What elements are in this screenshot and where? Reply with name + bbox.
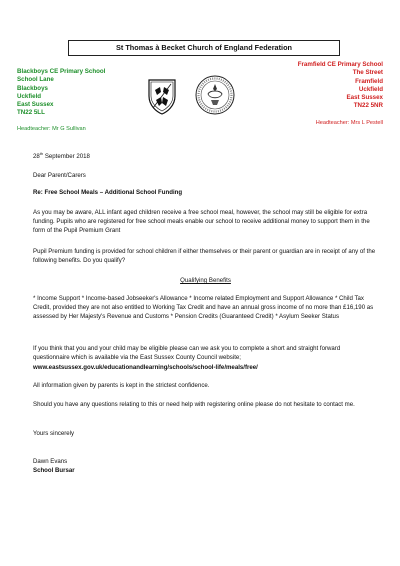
date-day: 28 <box>33 153 40 160</box>
left-school-line: East Sussex <box>17 101 54 109</box>
paragraph-questionnaire: If you think that you and your child may be eligible please can we ask you to complete a short and straight forward questionnaire which is available via the East Sussex County Council website; <box>33 345 341 362</box>
right-school-line: Uckfield <box>358 85 383 93</box>
right-school-line: Framfield <box>355 77 383 85</box>
left-school-address <box>17 68 105 118</box>
right-headteacher: Headteacher: Mrs L Pestell <box>315 120 383 126</box>
right-school-line: TN22 5NR <box>353 102 383 110</box>
shield-crest-icon <box>147 78 177 116</box>
benefits-list: * Income Support * Income-based Jobseeker's Allowance * Income related Employment and Support Allowance * Child Tax Credit, provided they are not also entitled to Working Tax Credit and have an annual gross income of no more than £16,190 as assessed by Her Majesty's Revenue and Customs * Pension Credits (Guaranteed Credit) * Asylum Seeker Status <box>33 295 374 321</box>
right-school-address <box>298 61 383 111</box>
left-school-line: Uckfield <box>17 92 42 100</box>
paragraph-contact: Should you have any questions relating to this or need help with registering online please do not hesitate to contact me. <box>33 401 355 408</box>
salutation: Dear Parent/Carers <box>33 172 86 179</box>
left-headteacher: Headteacher: Mr G Sullivan <box>17 126 86 132</box>
right-school-line: East Sussex <box>346 94 383 102</box>
circular-seal-icon <box>194 74 236 116</box>
qualifying-heading: Qualifying Benefits <box>180 277 231 284</box>
date-rest: September 2018 <box>43 153 90 160</box>
left-school-line: School Lane <box>17 76 54 84</box>
federation-title: St Thomas à Becket Church of England Federation <box>68 40 340 56</box>
left-school-line: Blackboys CE Primary School <box>17 68 106 75</box>
letter-date <box>33 152 378 161</box>
paragraph-pupil-premium: Pupil Premium funding is provided for school children if either themselves or their parent or guardian are in receipt of any of the following benefits. Do you qualify? <box>33 248 376 265</box>
closing: Yours sincerely <box>33 430 75 437</box>
paragraph-funding: As you may be aware, ALL infant aged children receive a free school meal, however, the school may still be eligible for extra funding. Pupils who are registered for free school meals enable our school to receive additional money to support them in the form of the Pupil Premium Grant <box>33 209 370 235</box>
signatory-title: School Bursar <box>33 467 75 474</box>
date-suffix: th <box>39 150 44 156</box>
right-school-line: Framfield CE Primary School <box>297 61 383 68</box>
subject-line: Re: Free School Meals – Additional School Funding <box>33 189 183 196</box>
signatory-name: Dawn Evans <box>33 458 68 465</box>
left-school-line: Blackboys <box>17 84 48 92</box>
council-url-link[interactable]: www.eastsussex.gov.uk/educationandlearning/schools/school-life/meals/free/ <box>33 364 258 371</box>
left-school-line: TN22 5LL <box>17 109 45 117</box>
paragraph-confidentiality: All information given by parents is kept in the strictest confidence. <box>33 382 210 389</box>
right-school-line: The Street <box>352 69 383 77</box>
